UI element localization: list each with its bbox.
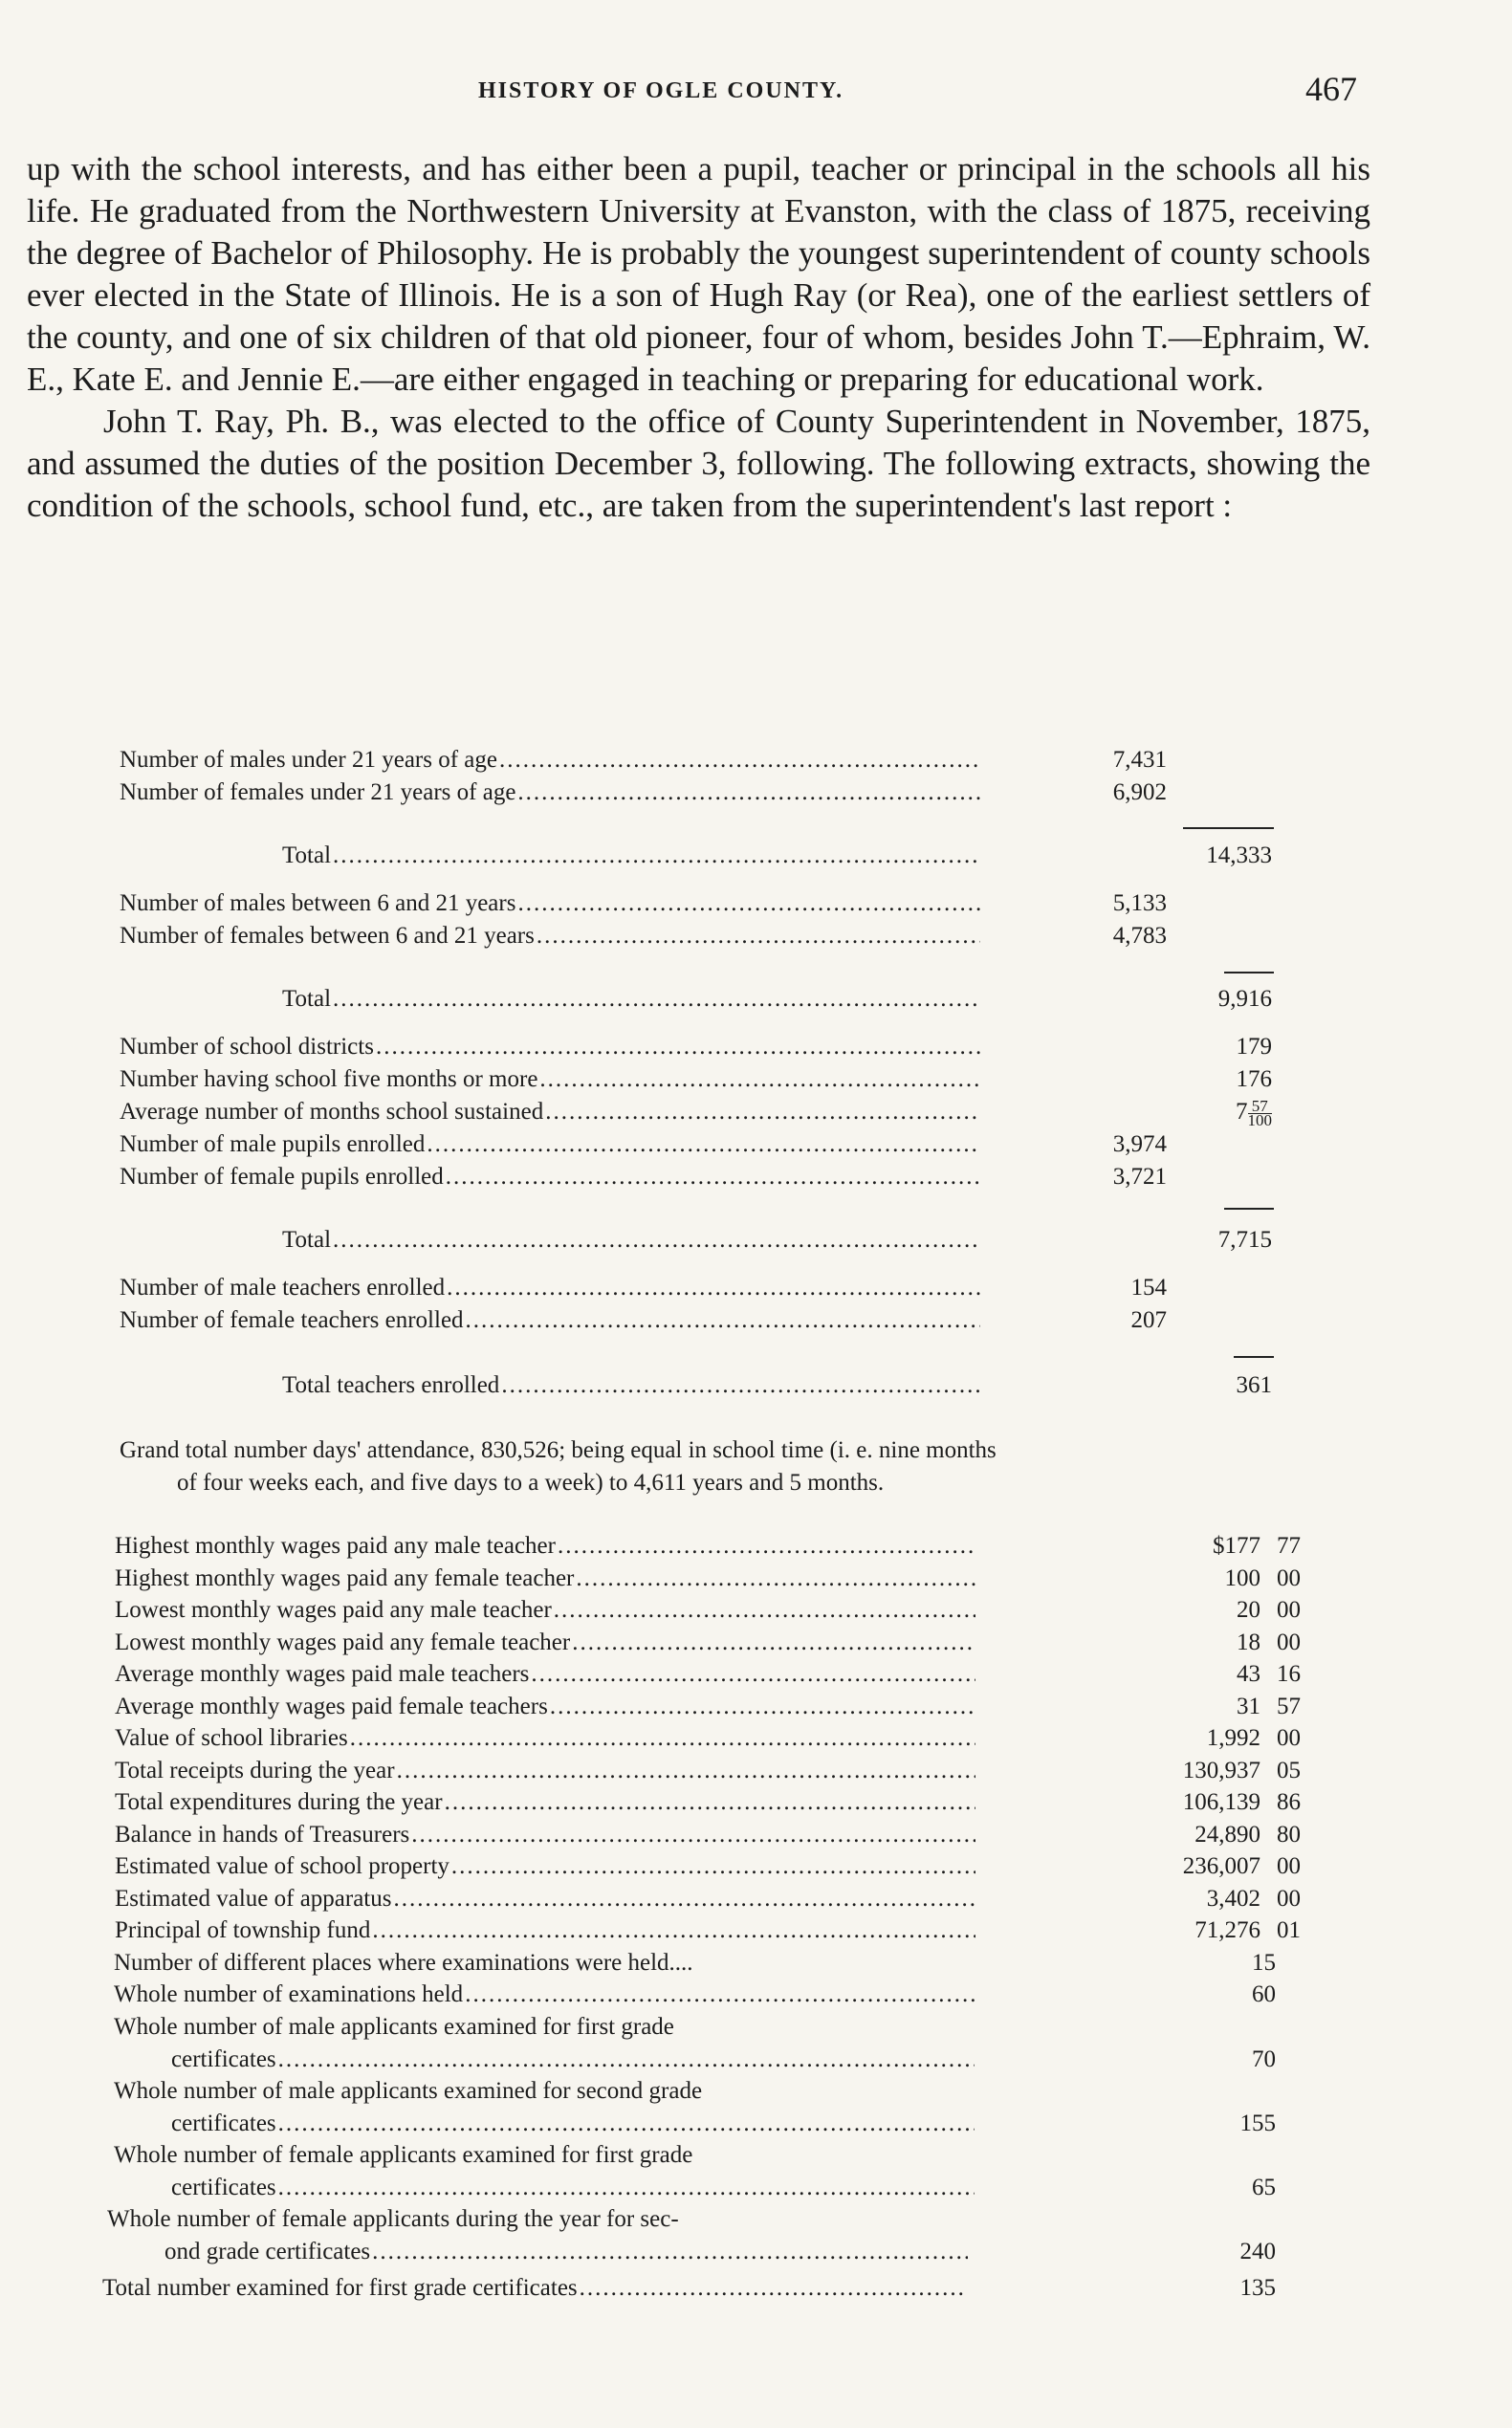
- money-cents: 00: [1277, 1885, 1301, 1912]
- stat-row-females-6-21: Number of females between 6 and 21 years ..... 4,783: [120, 920, 1334, 952]
- money-row-amount: [1183, 1755, 1301, 1787]
- money-dollars: 18: [1237, 1629, 1260, 1655]
- money-dollars: $177: [1213, 1533, 1260, 1559]
- money-row-label: Highest monthly wages paid any male teacher: [115, 1533, 556, 1559]
- money-dollars: 3,402: [1206, 1885, 1260, 1912]
- money-row-amount: [1237, 1691, 1301, 1723]
- money-row: [115, 1627, 1329, 1659]
- money-row-label: Estimated value of apparatus: [115, 1885, 392, 1912]
- money-row: [115, 1658, 1329, 1691]
- stat-value: 6,902: [1112, 779, 1167, 805]
- stat-row-males-under-21: Number of males under 21 years of age ..... 7,431: [120, 744, 1334, 777]
- money-dollars: 236,007: [1182, 1853, 1260, 1879]
- stat-row-total-1: Total ..... 14,333: [282, 840, 1334, 872]
- stat-row-exams: Whole number of examinations held ..... 60: [114, 1979, 1328, 2011]
- stat-value: 135: [1239, 2275, 1276, 2301]
- money-row: [115, 1755, 1329, 1787]
- stat-value: 240: [1239, 2239, 1276, 2264]
- money-row-label: Lowest monthly wages paid any male teacher: [115, 1597, 552, 1623]
- money-row: [115, 1563, 1329, 1595]
- money-row: [115, 1850, 1329, 1883]
- stat-row-avg-months: Average number of months school sustained ..... 7 $\frac{57}{100}$: [120, 1096, 1334, 1128]
- stat-value: 155: [1239, 2111, 1276, 2136]
- stat-value: 207: [1130, 1307, 1167, 1333]
- money-dollars: 24,890: [1194, 1821, 1260, 1848]
- money-row-amount: [1225, 1563, 1302, 1595]
- stat-row-males-6-21: Number of males between 6 and 21 years ..... 5,133: [120, 887, 1334, 920]
- money-cents: 16: [1277, 1661, 1301, 1687]
- money-row: [115, 1883, 1329, 1915]
- money-row-label: Average monthly wages paid female teachers: [115, 1693, 548, 1719]
- stat-value: 3,974: [1112, 1131, 1167, 1157]
- stat-row-female-second: Whole number of female applicants during the year for sec- ond grade certificates ..... 240: [107, 2203, 1322, 2268]
- money-cents: 00: [1277, 1564, 1301, 1591]
- money-row-label: Principal of township fund: [115, 1917, 371, 1943]
- stat-row-female-first: Whole number of female applicants examined for first grade certificates ..... 65: [114, 2139, 1328, 2204]
- stat-row-total-teachers: Total teachers enrolled ..... 361: [282, 1369, 1334, 1402]
- money-cents: 00: [1277, 1597, 1301, 1623]
- stat-row-male-pupils: Number of male pupils enrolled ..... 3,974: [120, 1128, 1334, 1161]
- money-row: [115, 1722, 1329, 1755]
- money-cents: 01: [1277, 1917, 1301, 1943]
- page-number: 467: [1305, 70, 1357, 108]
- money-row: [115, 1914, 1329, 1947]
- stat-value: 3,721: [1112, 1164, 1167, 1190]
- stat-value: 5,133: [1112, 890, 1167, 916]
- money-cents: 00: [1277, 1629, 1301, 1655]
- body-text: [27, 148, 1370, 527]
- stat-value: 4,783: [1112, 923, 1167, 949]
- money-dollars: 20: [1237, 1597, 1260, 1623]
- sum-rule: [1224, 1208, 1274, 1210]
- money-row-amount: [1237, 1627, 1301, 1659]
- running-title: HISTORY OF OGLE COUNTY.: [478, 78, 844, 103]
- money-row-amount: [1237, 1658, 1301, 1691]
- money-row-amount: [1194, 1914, 1301, 1947]
- stat-value: 70: [1252, 2046, 1276, 2072]
- money-cents: 77: [1277, 1533, 1301, 1559]
- stat-value: 60: [1252, 1981, 1276, 2007]
- stat-row-females-under-21: Number of females under 21 years of age ..... 6,902: [120, 777, 1334, 809]
- stat-row-female-pupils: Number of female pupils enrolled ..... 3,721: [120, 1161, 1334, 1193]
- money-dollars: 100: [1224, 1564, 1260, 1591]
- money-row-amount: [1183, 1786, 1301, 1819]
- paragraph-1: up with the school interests, and has either been a pupil, teacher or principal in the schools all his life. He graduated from the Northwestern University at Evanston, with the class of 1875, receiving the degree of Bachelor of Philosophy. He is probably the youngest superintendent of county schools ever elected in the State of Illinois. He is a son of Hugh Ray (or Rea), one of the earliest settlers of the county, and one of six children of that old pioneer, four of whom, besides John T.—Ephraim, W. E., Kate E. and Jennie E.—are either engaged in teaching or preparing for educational work.: [27, 150, 1370, 398]
- money-row-label: Lowest monthly wages paid any female teacher: [115, 1629, 571, 1655]
- money-cents: 86: [1277, 1789, 1301, 1815]
- stat-value: 179: [1236, 1034, 1272, 1060]
- money-row-label: Value of school libraries: [115, 1725, 348, 1751]
- stat-value-fraction: 7 $\frac{57}{100}$: [1236, 1096, 1272, 1129]
- stat-row-male-teachers: Number of male teachers enrolled ..... 154: [120, 1272, 1334, 1304]
- money-row: [115, 1530, 1329, 1563]
- stat-total: 9,916: [1217, 986, 1272, 1012]
- stat-total: 361: [1236, 1372, 1272, 1398]
- stat-row-districts: Number of school districts ..... 179: [120, 1031, 1334, 1063]
- attendance-note: Grand total number days' attendance, 830,526; being equal in school time (i. e. nine months of four weeks each, and five days to a week) to 4,611 years and 5 months.: [120, 1437, 997, 1496]
- money-dollars: 43: [1237, 1661, 1260, 1687]
- money-row-amount: [1207, 1722, 1301, 1755]
- money-row: [115, 1594, 1329, 1627]
- money-row-label: Highest monthly wages paid any female teacher: [115, 1564, 575, 1591]
- money-row-amount: [1213, 1530, 1301, 1563]
- stat-row-first-total: Total number examined for first grade certificates ..... 135: [102, 2272, 1317, 2305]
- stat-row-male-second: Whole number of male applicants examined for second grade certificates ..... 155: [114, 2075, 1328, 2140]
- sum-rule: [1234, 1356, 1274, 1358]
- money-cents: 57: [1277, 1693, 1301, 1719]
- stat-value: 7,431: [1112, 747, 1167, 773]
- sum-rule: [1183, 827, 1274, 829]
- stat-row-places: Number of different places where examinations were held.... 15: [114, 1947, 1328, 1980]
- stat-value: 15: [1252, 1950, 1276, 1976]
- paragraph-2: John T. Ray, Ph. B., was elected to the office of County Superintendent in November, 1875, and assumed the duties of the position December 3, following. The following extracts, showing the condition of the schools, school fund, etc., are taken from the superintendent's last report :: [27, 403, 1370, 524]
- money-row-label: Average monthly wages paid male teachers: [115, 1661, 530, 1687]
- stat-value: 65: [1252, 2175, 1276, 2200]
- stat-row-female-teachers: Number of female teachers enrolled ..... 207: [120, 1304, 1334, 1337]
- money-cents: 00: [1277, 1853, 1301, 1879]
- stat-value: 154: [1130, 1275, 1167, 1301]
- money-row: [115, 1819, 1329, 1851]
- money-cents: 05: [1277, 1757, 1301, 1783]
- money-row-label: Balance in hands of Treasurers: [115, 1821, 410, 1848]
- page-header: [0, 67, 1512, 115]
- money-row: [115, 1691, 1329, 1723]
- money-row-label: Total expenditures during the year: [115, 1789, 443, 1815]
- money-row-amount: [1183, 1850, 1301, 1883]
- money-cents: 80: [1277, 1821, 1301, 1848]
- money-dollars: 71,276: [1194, 1917, 1260, 1943]
- money-row-label: Total receipts during the year: [115, 1757, 395, 1783]
- money-row: [115, 1786, 1329, 1819]
- stat-total: 14,333: [1206, 842, 1272, 868]
- stat-row-male-first: Whole number of male applicants examined for first grade certificates ..... 70: [114, 2011, 1328, 2076]
- sum-rule: [1224, 972, 1274, 973]
- money-dollars: 106,139: [1182, 1789, 1260, 1815]
- money-cents: 00: [1277, 1725, 1301, 1751]
- money-row-amount: [1207, 1883, 1301, 1915]
- money-dollars: 31: [1237, 1693, 1260, 1719]
- stat-value: 176: [1236, 1066, 1272, 1092]
- money-dollars: 1,992: [1206, 1725, 1260, 1751]
- money-row-amount: [1237, 1594, 1301, 1627]
- stat-total: 7,715: [1217, 1227, 1272, 1253]
- stat-row-total-2: Total ..... 9,916: [282, 983, 1334, 1016]
- money-row-label: Estimated value of school property: [115, 1853, 449, 1879]
- stat-row-total-3: Total ..... 7,715: [282, 1224, 1334, 1257]
- money-row-amount: [1194, 1819, 1301, 1851]
- money-dollars: 130,937: [1182, 1757, 1260, 1783]
- stat-row-five-months: Number having school five months or more ..... 176: [120, 1063, 1334, 1096]
